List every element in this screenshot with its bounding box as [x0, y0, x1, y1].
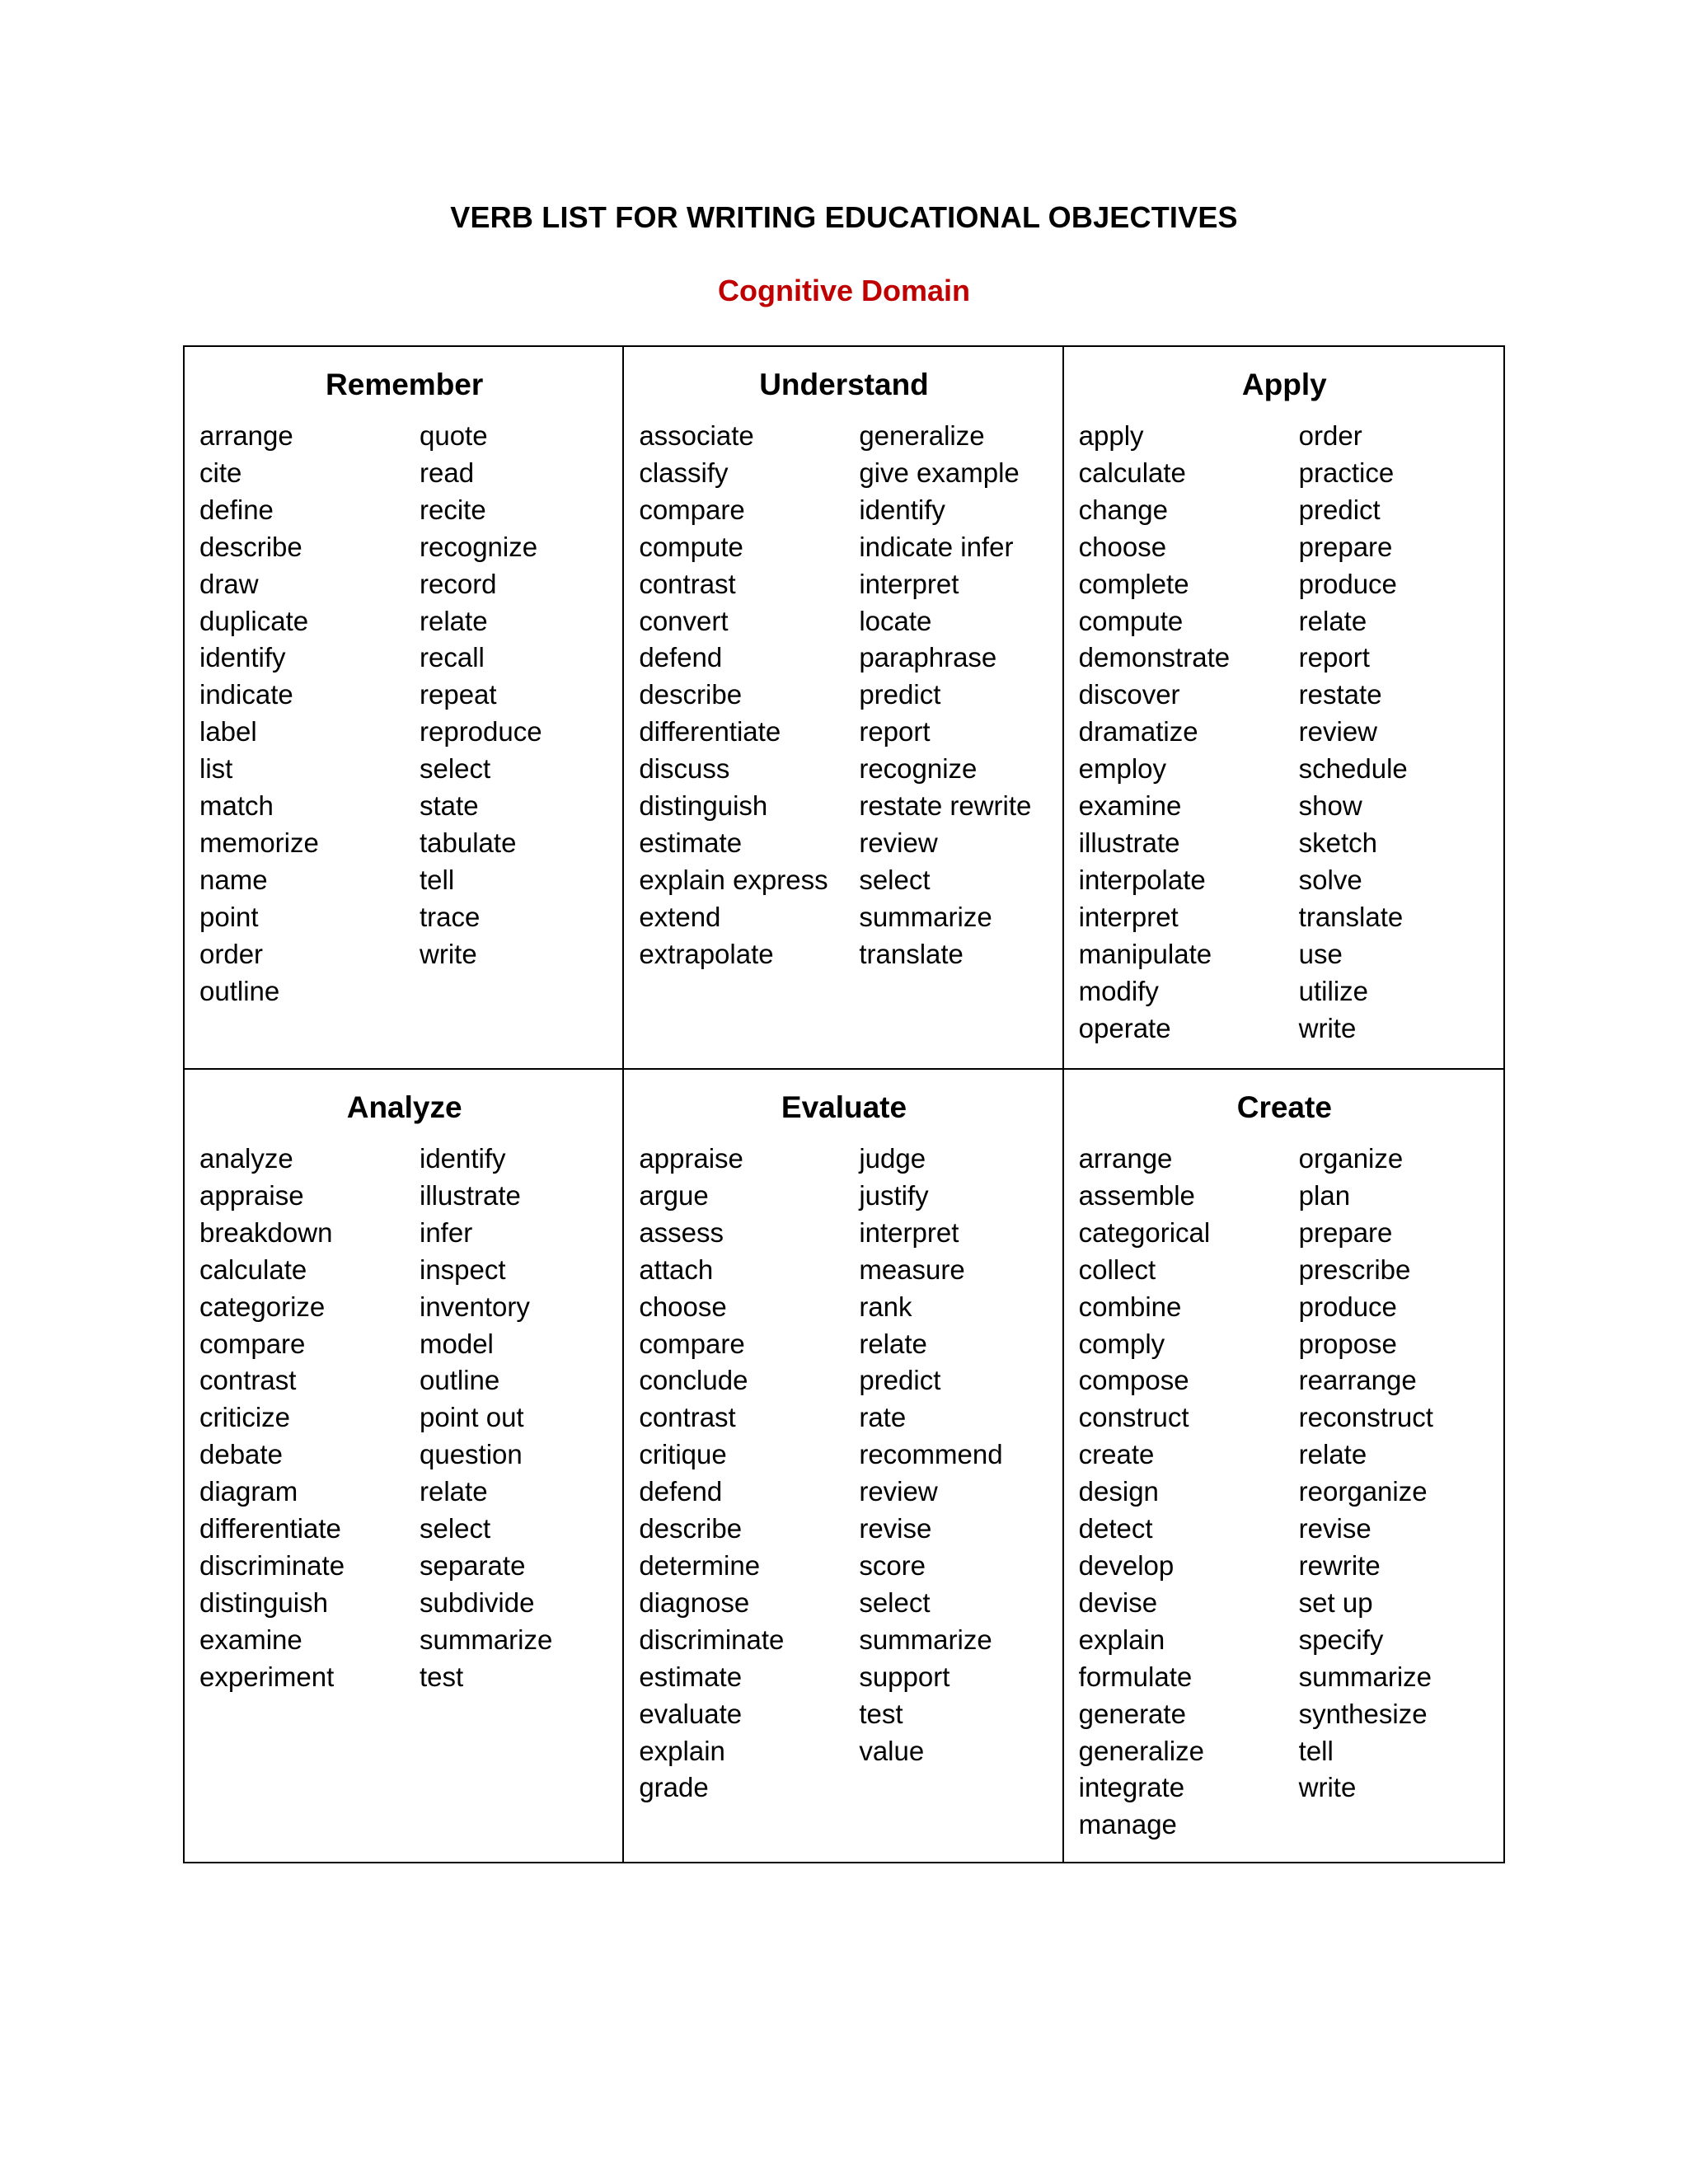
verb-column-right [420, 1141, 609, 1696]
verb-column-right [859, 418, 1048, 973]
verb-item: review [859, 827, 938, 858]
verb-item: combine [1078, 1291, 1182, 1322]
verb-item: experiment [199, 1661, 335, 1692]
verb-item: rewrite [1298, 1549, 1381, 1581]
verb-item: diagram [199, 1476, 298, 1507]
verb-item: rate [859, 1402, 907, 1433]
verb-item: interpret [1078, 901, 1179, 932]
verb-item: illustrate [1078, 827, 1180, 858]
verb-item: organize [1298, 1143, 1404, 1174]
verb-item: point [199, 901, 259, 932]
verb-column-left [639, 418, 859, 973]
cell-understand [624, 347, 1063, 1070]
verb-item: judge [859, 1143, 926, 1174]
verb-item: identify [199, 642, 286, 673]
verb-item: associate [639, 420, 754, 451]
verb-columns [199, 418, 609, 1010]
verb-item: score [859, 1549, 926, 1581]
cell-evaluate [624, 1070, 1063, 1862]
verb-item: interpolate [1078, 864, 1206, 895]
verb-item: devise [1078, 1586, 1158, 1618]
verb-item: categorical [1078, 1216, 1211, 1248]
verb-item: assess [639, 1216, 724, 1248]
verb-item: analyze [199, 1143, 293, 1174]
verb-item: create [1078, 1439, 1155, 1470]
verb-item: cite [199, 457, 242, 488]
verb-columns [639, 1141, 1048, 1807]
verb-item: separate [420, 1549, 526, 1581]
verb-item: write [420, 938, 477, 969]
verb-item: report [1298, 642, 1370, 673]
verb-item: recognize [420, 531, 538, 562]
verb-item: define [199, 494, 274, 525]
verb-item: develop [1078, 1549, 1175, 1581]
verb-item: examine [199, 1624, 302, 1655]
verb-item: choose [639, 1291, 727, 1322]
verb-item: set up [1298, 1586, 1373, 1618]
verb-item: restate [1298, 679, 1382, 710]
category-heading: Apply [1241, 368, 1327, 401]
verb-item: debate [199, 1439, 283, 1470]
verb-item: match [199, 790, 274, 822]
verb-item: order [1298, 420, 1362, 451]
verb-item: select [420, 753, 491, 785]
verb-item: construct [1078, 1402, 1189, 1433]
verb-item: write [1298, 1012, 1357, 1043]
verb-item: interpret [859, 568, 959, 599]
verb-item: evaluate [639, 1698, 743, 1729]
verb-item: compute [639, 531, 743, 562]
verb-item: translate [859, 938, 964, 969]
verb-item: grade [639, 1772, 709, 1803]
verb-item: generalize [1078, 1735, 1204, 1766]
verb-item: practice [1298, 457, 1395, 488]
verb-item: arrange [1078, 1143, 1173, 1174]
verb-item: duplicate [199, 605, 309, 636]
verb-item: interpret [859, 1216, 959, 1248]
verb-item: contrast [639, 1402, 736, 1433]
verb-item: discriminate [199, 1549, 345, 1581]
verb-item: recognize [859, 753, 978, 785]
verb-item: assemble [1078, 1179, 1195, 1211]
verb-item: translate [1298, 901, 1404, 932]
verb-item: trace [420, 901, 481, 932]
verb-item: extrapolate [639, 938, 774, 969]
verb-item: examine [1078, 790, 1182, 822]
verb-item: state [420, 790, 479, 822]
verb-item: prepare [1298, 531, 1393, 562]
verb-item: revise [1298, 1513, 1372, 1544]
verb-item: differentiate [199, 1513, 341, 1544]
verb-columns [1079, 418, 1490, 1047]
verb-column-left [1079, 418, 1299, 1047]
verb-item: repeat [420, 679, 497, 710]
verb-item: support [859, 1661, 950, 1692]
verb-column-right [1299, 418, 1490, 1047]
verb-item: read [420, 457, 475, 488]
verb-item: summarize [859, 1624, 992, 1655]
verb-item: attach [639, 1254, 714, 1285]
verb-item: relate [420, 1476, 488, 1507]
verb-item: compare [639, 1328, 745, 1359]
verb-item: value [859, 1735, 925, 1766]
verb-item: recite [420, 494, 486, 525]
verb-columns [199, 1141, 609, 1696]
verb-item: recall [420, 642, 485, 673]
verb-item: summarize [420, 1624, 553, 1655]
verb-item: design [1078, 1476, 1159, 1507]
verb-item: contrast [199, 1365, 297, 1396]
verb-item: convert [639, 605, 729, 636]
document-subtitle: Cognitive Domain [717, 274, 971, 307]
verb-item: outline [420, 1365, 500, 1396]
verb-item: summarize [859, 901, 992, 932]
verb-item: memorize [199, 827, 319, 858]
verb-item: appraise [639, 1143, 743, 1174]
category-heading: Understand [759, 368, 929, 401]
verb-item: prescribe [1298, 1254, 1411, 1285]
verb-item: order [199, 938, 264, 969]
verb-item: name [199, 864, 268, 895]
verb-item: tabulate [420, 827, 517, 858]
verb-item: estimate [639, 827, 743, 858]
verb-item: illustrate [420, 1179, 521, 1211]
verb-item: review [859, 1476, 938, 1507]
verb-item: schedule [1298, 753, 1408, 785]
verb-item: categorize [199, 1291, 326, 1322]
verb-item: describe [639, 679, 743, 710]
verb-item: recommend [859, 1439, 1003, 1470]
document-title: VERB LIST FOR WRITING EDUCATIONAL OBJECTIVES [450, 200, 1238, 234]
verb-item: argue [639, 1179, 709, 1211]
category-heading: Evaluate [781, 1090, 907, 1124]
verb-item: dramatize [1078, 716, 1198, 748]
verb-item: relate [420, 605, 488, 636]
verb-item: estimate [639, 1661, 743, 1692]
verb-item: solve [1298, 864, 1362, 895]
verb-item: write [1298, 1772, 1357, 1803]
verb-item: collect [1078, 1254, 1156, 1285]
verb-item: justify [859, 1179, 929, 1211]
verb-column-left [199, 1141, 420, 1696]
verb-item: relate [1298, 1439, 1367, 1470]
verb-item: test [420, 1661, 464, 1692]
verb-item: describe [639, 1513, 743, 1544]
verb-item: paraphrase [859, 642, 997, 673]
verb-item: predict [859, 679, 941, 710]
verb-item: inspect [420, 1254, 506, 1285]
verb-item: detect [1078, 1513, 1153, 1544]
verb-item: report [859, 716, 931, 748]
verb-item: synthesize [1298, 1698, 1428, 1729]
verb-item: comply [1078, 1328, 1165, 1359]
verb-item: question [420, 1439, 523, 1470]
verb-item: predict [859, 1365, 941, 1396]
verb-item: determine [639, 1549, 761, 1581]
verb-item: record [420, 568, 497, 599]
verb-item: calculate [1078, 457, 1186, 488]
verb-item: apply [1078, 420, 1144, 451]
verb-item: generalize [859, 420, 985, 451]
verb-item: label [199, 716, 257, 748]
verb-item: discriminate [639, 1624, 785, 1655]
verb-table [183, 345, 1505, 1863]
verb-item: formulate [1078, 1661, 1193, 1692]
verb-item: restate rewrite [859, 790, 1032, 822]
verb-item: generate [1078, 1698, 1186, 1729]
verb-item: inventory [420, 1291, 530, 1322]
verb-item: infer [420, 1216, 473, 1248]
verb-item: employ [1078, 753, 1167, 785]
verb-item: critique [639, 1439, 727, 1470]
verb-item: prepare [1298, 1216, 1393, 1248]
verb-item: change [1078, 494, 1168, 525]
verb-item: compare [199, 1328, 306, 1359]
verb-item: complete [1078, 568, 1189, 599]
verb-item: choose [1078, 531, 1167, 562]
verb-item: propose [1298, 1328, 1397, 1359]
verb-item: produce [1298, 1291, 1397, 1322]
verb-item: use [1298, 938, 1343, 969]
verb-item: model [420, 1328, 494, 1359]
verb-item: subdivide [420, 1586, 535, 1618]
verb-item: locate [859, 605, 932, 636]
verb-item: compose [1078, 1365, 1189, 1396]
verb-item: compare [639, 494, 745, 525]
verb-item: list [199, 753, 233, 785]
verb-item: rank [859, 1291, 912, 1322]
verb-item: tell [420, 864, 455, 895]
verb-item: show [1298, 790, 1362, 822]
verb-item: extend [639, 901, 721, 932]
verb-item: review [1298, 716, 1378, 748]
cell-create [1064, 1070, 1503, 1862]
verb-item: summarize [1298, 1661, 1432, 1692]
verb-item: classify [639, 457, 729, 488]
cell-analyze [185, 1070, 624, 1862]
verb-item: relate [1298, 605, 1367, 636]
category-heading: Remember [326, 368, 484, 401]
verb-item: predict [1298, 494, 1381, 525]
verb-item: identify [859, 494, 945, 525]
verb-column-left [639, 1141, 859, 1807]
verb-item: identify [420, 1143, 506, 1174]
verb-item: compute [1078, 605, 1184, 636]
verb-item: sketch [1298, 827, 1378, 858]
verb-item: give example [859, 457, 1020, 488]
cell-remember [185, 347, 624, 1070]
verb-item: manage [1078, 1809, 1177, 1840]
verb-item: defend [639, 642, 723, 673]
verb-item: demonstrate [1078, 642, 1231, 673]
verb-item: relate [859, 1328, 927, 1359]
category-heading: Analyze [346, 1090, 462, 1124]
verb-column-left [199, 418, 420, 1010]
verb-item: operate [1078, 1012, 1171, 1043]
verb-item: quote [420, 420, 488, 451]
verb-item: conclude [639, 1365, 748, 1396]
verb-item: reconstruct [1298, 1402, 1433, 1433]
verb-column-right [859, 1141, 1048, 1807]
verb-item: discuss [639, 753, 730, 785]
verb-item: explain [639, 1735, 725, 1766]
verb-item: explain [1078, 1624, 1165, 1655]
verb-item: distinguish [639, 790, 768, 822]
verb-item: reorganize [1298, 1476, 1428, 1507]
verb-item: defend [639, 1476, 723, 1507]
verb-columns [1079, 1141, 1490, 1844]
verb-item: manipulate [1078, 938, 1212, 969]
verb-item: rearrange [1298, 1365, 1417, 1396]
verb-item: revise [859, 1513, 932, 1544]
verb-item: outline [199, 975, 280, 1006]
verb-item: modify [1078, 975, 1159, 1006]
cell-apply [1064, 347, 1503, 1070]
verb-item: explain express [639, 864, 828, 895]
verb-item: select [420, 1513, 491, 1544]
verb-item: distinguish [199, 1586, 328, 1618]
verb-item: produce [1298, 568, 1397, 599]
verb-item: describe [199, 531, 302, 562]
category-heading: Create [1236, 1090, 1332, 1124]
verb-item: contrast [639, 568, 736, 599]
verb-item: calculate [199, 1254, 307, 1285]
verb-item: indicate [199, 679, 293, 710]
verb-item: appraise [199, 1179, 304, 1211]
verb-item: point out [420, 1402, 524, 1433]
verb-item: diagnose [639, 1586, 750, 1618]
verb-column-right [420, 418, 609, 1010]
verb-item: specify [1298, 1624, 1384, 1655]
verb-item: criticize [199, 1402, 291, 1433]
verb-item: breakdown [199, 1216, 333, 1248]
verb-item: discover [1078, 679, 1180, 710]
verb-column-right [1299, 1141, 1490, 1844]
verb-item: measure [859, 1254, 965, 1285]
verb-item: reproduce [420, 716, 542, 748]
verb-columns [639, 418, 1048, 973]
verb-item: utilize [1298, 975, 1369, 1006]
verb-item: indicate infer [859, 531, 1014, 562]
verb-item: differentiate [639, 716, 781, 748]
verb-item: select [859, 1586, 931, 1618]
verb-item: select [859, 864, 931, 895]
verb-item: integrate [1078, 1772, 1185, 1803]
verb-item: plan [1298, 1179, 1351, 1211]
verb-item: arrange [199, 420, 293, 451]
verb-item: tell [1298, 1735, 1334, 1766]
verb-item: draw [199, 568, 259, 599]
verb-column-left [1079, 1141, 1299, 1844]
verb-item: test [859, 1698, 903, 1729]
